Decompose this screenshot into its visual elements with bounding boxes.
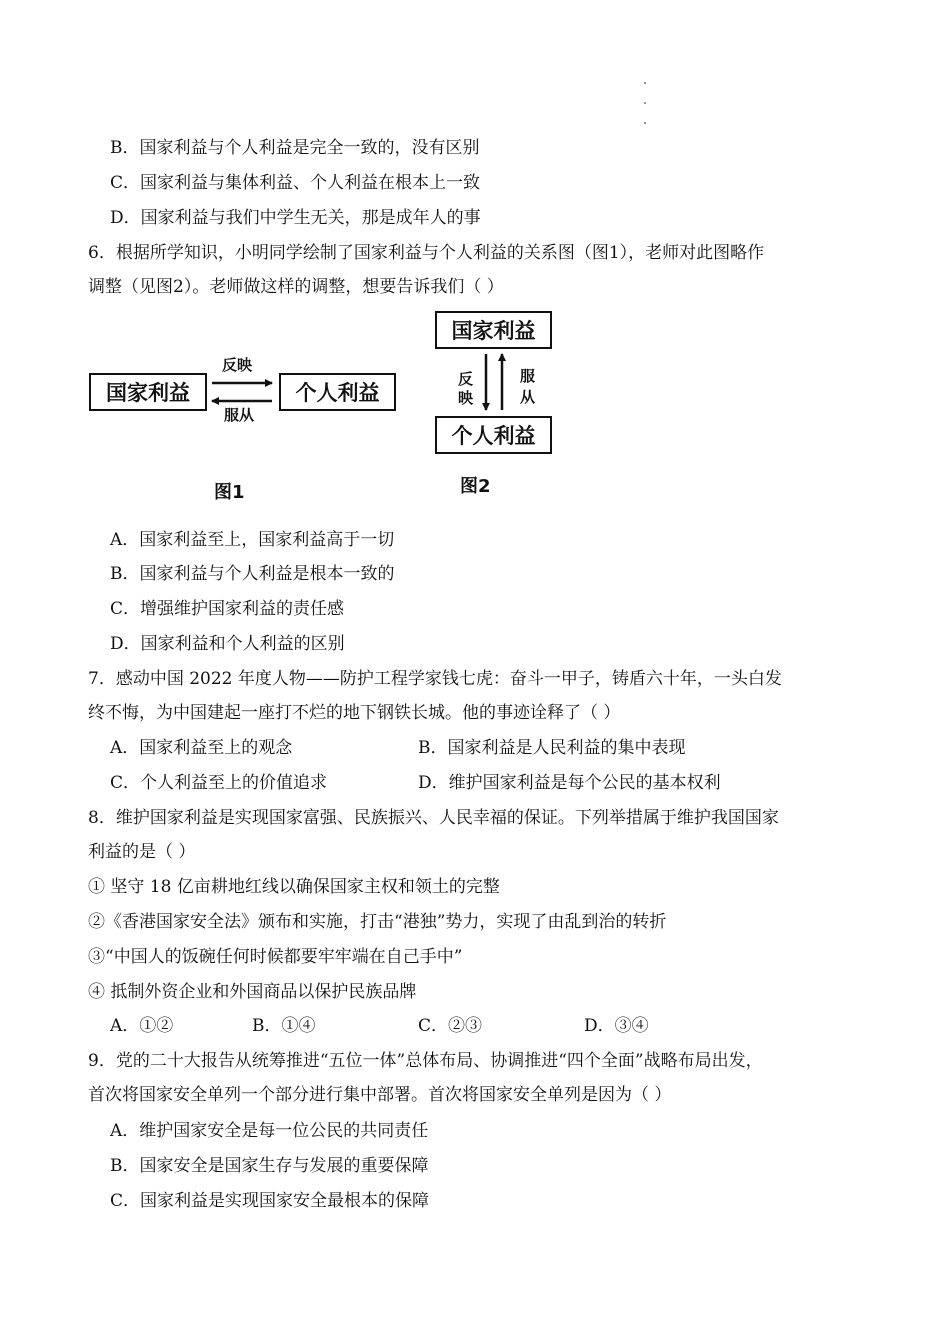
fig2-reflect-label-1: 反 bbox=[458, 370, 474, 388]
fig2-caption: 图2 bbox=[460, 476, 491, 497]
q6-option-b: B．国家利益与个人利益是根本一致的 bbox=[110, 564, 395, 584]
q8-option-b: B．①④ bbox=[252, 1016, 316, 1036]
q7-option-d: D．维护国家利益是每个公民的基本权利 bbox=[418, 773, 721, 793]
q8-item-4: ④ 抵制外资企业和外国商品以保护民族品牌 bbox=[88, 982, 417, 1002]
q6-option-a: A．国家利益至上，国家利益高于一切 bbox=[110, 530, 395, 550]
q6-stem-line1: 6．根据所学知识，小明同学绘制了国家利益与个人利益的关系图（图1），老师对此图略作 bbox=[88, 243, 765, 263]
q7-option-b: B．国家利益是人民利益的集中表现 bbox=[418, 738, 686, 758]
q6-option-c: C．增强维护国家利益的责任感 bbox=[110, 599, 345, 619]
q8-option-d: D．③④ bbox=[584, 1016, 649, 1036]
q8-item-2: ②《香港国家安全法》颁布和实施，打击“港独”势力，实现了由乱到治的转折 bbox=[88, 912, 667, 932]
q5-option-d: D．国家利益与我们中学生无关，那是成年人的事 bbox=[110, 208, 481, 228]
q9-option-b: B．国家安全是国家生存与发展的重要保障 bbox=[110, 1156, 429, 1176]
relation-arrows bbox=[0, 0, 950, 520]
fig2-obey-label-1: 服 bbox=[520, 367, 536, 385]
q7-option-a: A．国家利益至上的观念 bbox=[110, 738, 293, 758]
fig1-national-interest-box: 国家利益 bbox=[89, 373, 207, 411]
q6-stem-line2: 调整（见图2）。老师做这样的调整，想要告诉我们（ ） bbox=[88, 277, 504, 297]
fig1-reflect-label: 反映 bbox=[222, 356, 253, 374]
q8-option-a: A．①② bbox=[110, 1016, 174, 1036]
fig2-national-interest-box: 国家利益 bbox=[435, 311, 552, 349]
fig2-personal-interest-box: 个人利益 bbox=[435, 416, 552, 454]
fig1-obey-label: 服从 bbox=[224, 406, 255, 424]
q5-option-c: C．国家利益与集体利益、个人利益在根本上一致 bbox=[110, 173, 481, 193]
fig1-personal-interest-box: 个人利益 bbox=[279, 373, 396, 411]
q5-option-b: B．国家利益与个人利益是完全一致的，没有区别 bbox=[110, 138, 480, 158]
q7-stem-line1: 7．感动中国 2022 年度人物——防护工程学家钱七虎：奋斗一甲子，铸盾六十年，一头白发 bbox=[88, 669, 782, 689]
q7-option-c: C．个人利益至上的价值追求 bbox=[110, 773, 328, 793]
q8-item-1: ① 坚守 18 亿亩耕地红线以确保国家主权和领土的完整 bbox=[88, 877, 500, 897]
q9-option-c: C．国家利益是实现国家安全最根本的保障 bbox=[110, 1191, 430, 1211]
fig2-obey-label-2: 从 bbox=[520, 388, 536, 406]
q8-item-3: ③“中国人的饭碗任何时候都要牢牢端在自己手中” bbox=[88, 947, 463, 967]
q9-option-a: A．维护国家安全是每一位公民的共同责任 bbox=[110, 1121, 429, 1141]
q9-stem-line2: 首次将国家安全单列一个部分进行集中部署。首次将国家安全单列是因为（ ） bbox=[88, 1085, 672, 1105]
q8-option-c: C．②③ bbox=[418, 1016, 483, 1036]
fig1-caption: 图1 bbox=[214, 482, 245, 503]
q7-stem-line2: 终不悔，为中国建起一座打不烂的地下钢铁长城。他的事迹诠释了（ ） bbox=[88, 703, 621, 723]
q8-stem-line2: 利益的是（ ） bbox=[88, 842, 196, 862]
q6-option-d: D．国家利益和个人利益的区别 bbox=[110, 634, 345, 654]
q9-stem-line1: 9．党的二十大报告从统筹推进“五位一体”总体布局、协调推进“四个全面”战略布局出发， bbox=[88, 1051, 763, 1071]
fig2-reflect-label-2: 映 bbox=[458, 389, 474, 407]
q8-stem-line1: 8．维护国家利益是实现国家富强、民族振兴、人民幸福的保证。下列举措属于维护我国国家 bbox=[88, 808, 779, 828]
